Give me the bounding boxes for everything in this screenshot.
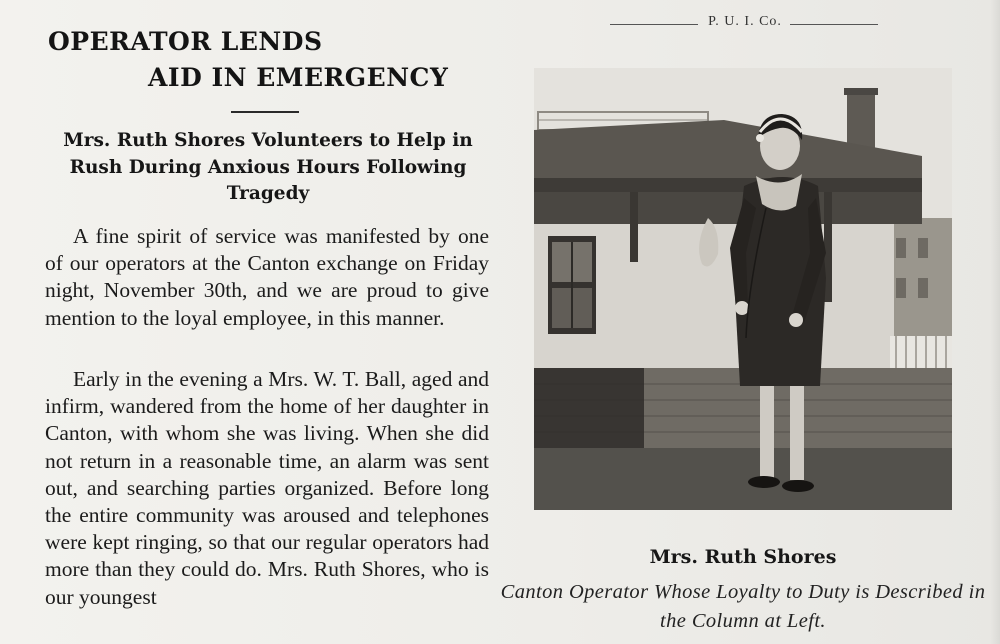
title-divider bbox=[231, 111, 299, 113]
photo-illustration bbox=[534, 68, 952, 510]
article-title-line-2: AID IN EMERGENCY bbox=[148, 63, 449, 92]
article-title-line-1: OPERATOR LENDS bbox=[48, 27, 323, 56]
article-paragraph-2 bbox=[45, 366, 489, 611]
header-rule-right bbox=[790, 24, 878, 25]
photograph bbox=[534, 68, 952, 510]
article-paragraph-1 bbox=[45, 223, 489, 332]
paragraph-2-text: Early in the evening a Mrs. W. T. Ball, aged and infirm, wandered from the home of her daughter in Canton, with whom she was living. When she did not return in a reasonable time, an alarm was sent out, and searching parties organized. Before long the entire community was aroused and telephones were kept ringing, so that our regular operators had more than they could do. Mrs. Ruth Shores, who is our youngest bbox=[45, 367, 489, 609]
article-subhead: Mrs. Ruth Shores Volunteers to Help in Rush During Anxious Hours Following Tragedy bbox=[63, 130, 473, 204]
header-rule-left bbox=[610, 24, 698, 25]
paragraph-1-text: A fine spirit of service was manifested by one of our operators at the Canton exchange on Friday night, November 30th, and we are proud to give mention to the loyal employee, in this manner. bbox=[45, 224, 489, 330]
running-header-org: P. U. I. Co. bbox=[708, 14, 782, 29]
page-edge-shadow bbox=[990, 0, 1000, 644]
photo-caption-description: Canton Operator Whose Loyalty to Duty is Described in the Column at Left. bbox=[500, 581, 986, 632]
photo-caption-name: Mrs. Ruth Shores bbox=[649, 546, 837, 568]
